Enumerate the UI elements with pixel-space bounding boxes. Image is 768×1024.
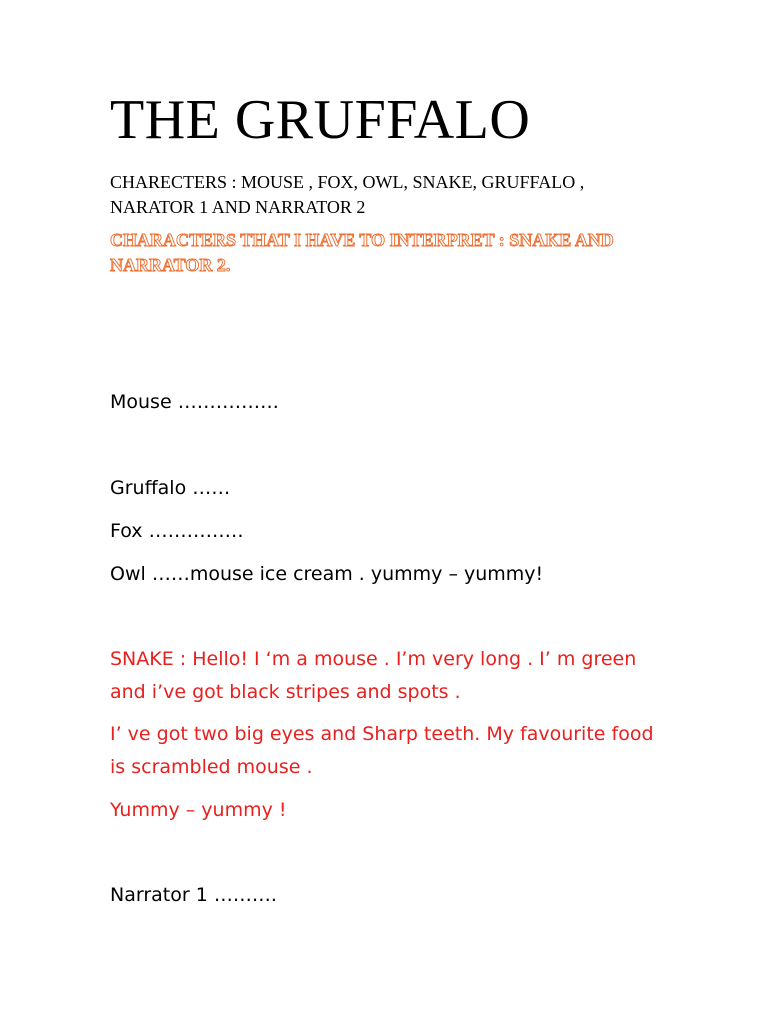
- snake-eyes-paragraph: I’ ve got two big eyes and Sharp teeth. My favourite food is scrambled mouse .: [110, 723, 654, 778]
- narrator-1-line: Narrator 1 ……….: [110, 884, 277, 906]
- characters-to-interpret: CHARACTERS THAT I HAVE TO INTERPRET : SNAKE AND NARRATOR 2.: [110, 230, 614, 275]
- gruffalo-line: Gruffalo ……: [110, 477, 231, 499]
- fox-line: Fox ……………: [110, 520, 244, 542]
- owl-line: Owl ……mouse ice cream . yummy – yummy!: [110, 563, 544, 585]
- characters-list: CHARECTERS : MOUSE , FOX, OWL, SNAKE, GRUFFALO , NARATOR 1 AND NARRATOR 2: [110, 172, 585, 217]
- snake-intro-paragraph: SNAKE : Hello! I ‘m a mouse . I’m very long . I’ m green and i’ve got black stripes and spots .: [110, 648, 637, 703]
- document-title: THE GRUFFALO: [110, 89, 531, 151]
- snake-yummy-line: Yummy – yummy !: [110, 799, 287, 821]
- mouse-line: Mouse …………….: [110, 391, 279, 413]
